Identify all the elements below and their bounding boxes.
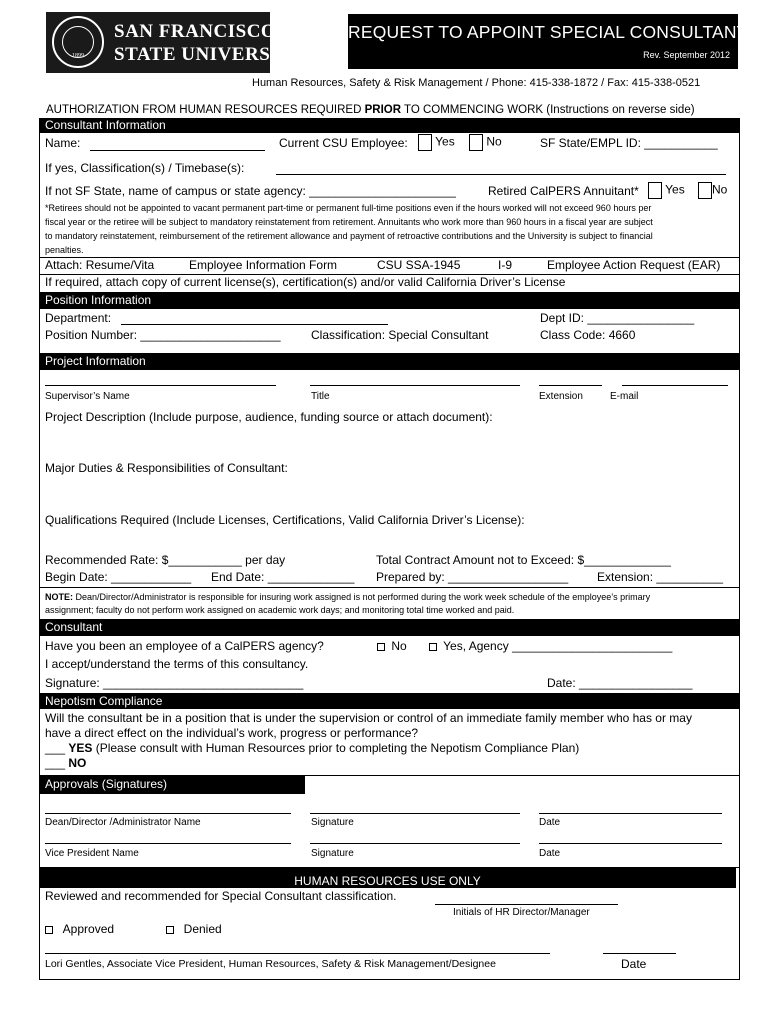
- vp-date-field[interactable]: [539, 843, 722, 844]
- supervisor-name-field[interactable]: [45, 385, 276, 386]
- authorization-notice: AUTHORIZATION FROM HUMAN RESOURCES REQUIRED PRIOR TO COMMENCING WORK (Instructions on reverse side): [46, 104, 695, 116]
- hr-initials-field[interactable]: [435, 904, 618, 905]
- hr-reviewed-text: Reviewed and recommended for Special Consultant classification.: [45, 889, 397, 903]
- department-field[interactable]: [121, 324, 388, 325]
- nepotism-yes-option[interactable]: ___ YES (Please consult with Human Resources prior to completing the Nepotism Compliance Plan): [45, 741, 580, 755]
- avp-label: Lori Gentles, Associate Vice President, Human Resources, Safety & Risk Management/Designee: [45, 958, 496, 970]
- classification-timebase-field[interactable]: [276, 174, 726, 175]
- seal-year: 1899: [72, 53, 84, 59]
- calpers-yes-checkbox[interactable]: [429, 643, 437, 651]
- calpers-yes-agency-option[interactable]: Yes, Agency ________________________: [429, 639, 672, 653]
- calpers-no-option[interactable]: No: [377, 639, 407, 653]
- dean-name-field[interactable]: [45, 813, 291, 814]
- sfsu-logo: [46, 12, 306, 73]
- attach-employee-info-form: Employee Information Form: [189, 258, 338, 272]
- section-project-information: Project Information: [39, 353, 740, 370]
- name-field[interactable]: [90, 150, 265, 151]
- class-code-value: Class Code: 4660: [540, 328, 636, 342]
- attach-csu-ssa: CSU SSA-1945: [377, 258, 461, 272]
- section-hr-use-only: HUMAN RESOURCES USE ONLY: [39, 868, 736, 888]
- hr-initials-label: Initials of HR Director/Manager: [453, 907, 590, 918]
- retired-yes-checkbox[interactable]: [648, 182, 662, 199]
- sf-state-empl-id[interactable]: SF State/EMPL ID: ___________: [540, 136, 718, 150]
- nepotism-question-line2: have a direct effect on the individual’s work, progress or performance?: [45, 726, 419, 740]
- position-number-field[interactable]: Position Number: _____________________: [45, 328, 281, 342]
- department-label: Department:: [45, 311, 112, 325]
- calpers-question: Have you been an employee of a CalPERS agency?: [45, 639, 324, 653]
- qualifications-label: Qualifications Required (Include Licenses, Certifications, Valid California Driver’s License):: [45, 513, 525, 527]
- title-label: Title: [311, 391, 330, 402]
- dean-name-label: Dean/Director /Administrator Name: [45, 817, 201, 828]
- accept-terms-text: I accept/understand the terms of this consultancy.: [45, 657, 309, 671]
- dean-date-field[interactable]: [539, 813, 722, 814]
- retired-calpers-label: Retired CalPERS Annuitant*: [488, 184, 639, 198]
- consultant-date-field[interactable]: Date: _________________: [547, 676, 693, 690]
- nepotism-no-option[interactable]: ___ NO: [45, 756, 87, 770]
- begin-date-field[interactable]: Begin Date: ____________: [45, 570, 192, 584]
- recommended-rate-field[interactable]: Recommended Rate: $___________ per day: [45, 553, 286, 567]
- consultant-signature-field[interactable]: Signature: ______________________________: [45, 676, 304, 690]
- hr-approved-option[interactable]: Approved: [45, 922, 114, 936]
- section-consultant-information: Consultant Information: [39, 118, 740, 133]
- dean-signature-label: Signature: [311, 817, 354, 828]
- email-label: E-mail: [610, 391, 639, 402]
- divider: [39, 587, 740, 588]
- license-note: If required, attach copy of current license(s), certification(s) and/or valid California Driver’s License: [45, 275, 566, 289]
- hr-contact: Human Resources, Safety & Risk Management / Phone: 415-338-1872 / Fax: 415-338-0521: [252, 77, 701, 89]
- avp-date-field[interactable]: [603, 953, 676, 954]
- university-name-line2: STATE UNIVERSITY: [114, 44, 306, 65]
- hr-approved-checkbox[interactable]: [45, 926, 53, 934]
- hr-denied-option[interactable]: Denied: [166, 922, 222, 936]
- retired-yes-option[interactable]: Yes: [648, 182, 685, 199]
- revision-date: Rev. September 2012: [643, 50, 730, 60]
- nepotism-question-line1: Will the consultant be in a position that is under the supervision or control of an immediate family member who has or may: [45, 711, 692, 725]
- csu-yes-checkbox[interactable]: [418, 134, 432, 151]
- vp-signature-label: Signature: [311, 848, 354, 859]
- vp-signature-field[interactable]: [310, 843, 520, 844]
- university-seal-icon: [52, 16, 104, 68]
- end-date-field[interactable]: End Date: _____________: [211, 570, 355, 584]
- dept-id-field[interactable]: Dept ID: ________________: [540, 311, 695, 325]
- csu-no-checkbox[interactable]: [469, 134, 483, 151]
- retired-no-checkbox[interactable]: [698, 182, 712, 199]
- prepared-by-field[interactable]: Prepared by: __________________: [376, 570, 569, 584]
- supervisor-name-label: Supervisor’s Name: [45, 391, 130, 402]
- dean-date-label: Date: [539, 817, 561, 828]
- title-bar: [348, 14, 748, 69]
- name-label: Name:: [45, 136, 81, 150]
- major-duties-label: Major Duties & Responsibilities of Consultant:: [45, 461, 288, 475]
- attach-i9: I-9: [498, 258, 513, 272]
- calpers-no-checkbox[interactable]: [377, 643, 385, 651]
- attach-resume: Attach: Resume/Vita: [45, 258, 155, 272]
- avp-signature-field[interactable]: [45, 953, 550, 954]
- total-contract-field[interactable]: Total Contract Amount not to Exceed: $_____________: [376, 553, 671, 567]
- hr-denied-checkbox[interactable]: [166, 926, 174, 934]
- csu-no-option[interactable]: No: [469, 134, 502, 151]
- if-yes-classification-label: If yes, Classification(s) / Timebase(s):: [45, 161, 245, 175]
- dean-signature-field[interactable]: [310, 813, 520, 814]
- other-agency-field[interactable]: If not SF State, name of campus or state agency: ______________________: [45, 184, 456, 198]
- classification-value: Classification: Special Consultant: [311, 328, 489, 342]
- attach-ear: Employee Action Request (EAR): [547, 258, 721, 272]
- avp-date-label: Date: [621, 957, 647, 971]
- extension-field[interactable]: Extension: __________: [597, 570, 724, 584]
- extension-label: Extension: [539, 391, 583, 402]
- section-consultant: Consultant: [39, 619, 740, 636]
- retired-no-option[interactable]: No: [698, 182, 727, 199]
- project-description-label: Project Description (Include purpose, audience, funding source or attach document):: [45, 410, 493, 424]
- form-title: REQUEST TO APPOINT SPECIAL CONSULTANT: [348, 22, 748, 42]
- supervisor-title-field[interactable]: [310, 385, 520, 386]
- supervisor-email-field[interactable]: [622, 385, 728, 386]
- supervisor-extension-field[interactable]: [539, 385, 602, 386]
- current-csu-label: Current CSU Employee:: [279, 136, 408, 150]
- university-name-line1: SAN FRANCISCO: [114, 21, 277, 42]
- section-approvals: Approvals (Signatures): [39, 775, 305, 794]
- vp-date-label: Date: [539, 848, 561, 859]
- retiree-note: *Retirees should not be appointed to vacant permanent part-time or permanent full-time positions even if the hours worked will not exceed 960 hours per fiscal year or the retiree will be subject to mandatory reinstatement from retirement. Annuitants who work more than 960 hours in a fiscal year are subject to mandatory reinstatement, reimbursement of the retirement allowance and payment of retroactive contributions and the University is subject to financial penalties.: [45, 203, 653, 255]
- dean-responsibility-note: NOTE: Dean/Director/Administrator is responsible for insuring work assigned is not performed during the work week schedule of the employee’s primary assignment; faculty do not perform work assigned on academic work days; and monitoring total time worked and paid.: [45, 592, 651, 615]
- vp-name-field[interactable]: [45, 843, 291, 844]
- vp-name-label: Vice President Name: [45, 848, 139, 859]
- section-position-information: Position Information: [39, 292, 740, 309]
- csu-yes-option[interactable]: Yes: [418, 134, 455, 151]
- section-nepotism-compliance: Nepotism Compliance: [39, 693, 740, 709]
